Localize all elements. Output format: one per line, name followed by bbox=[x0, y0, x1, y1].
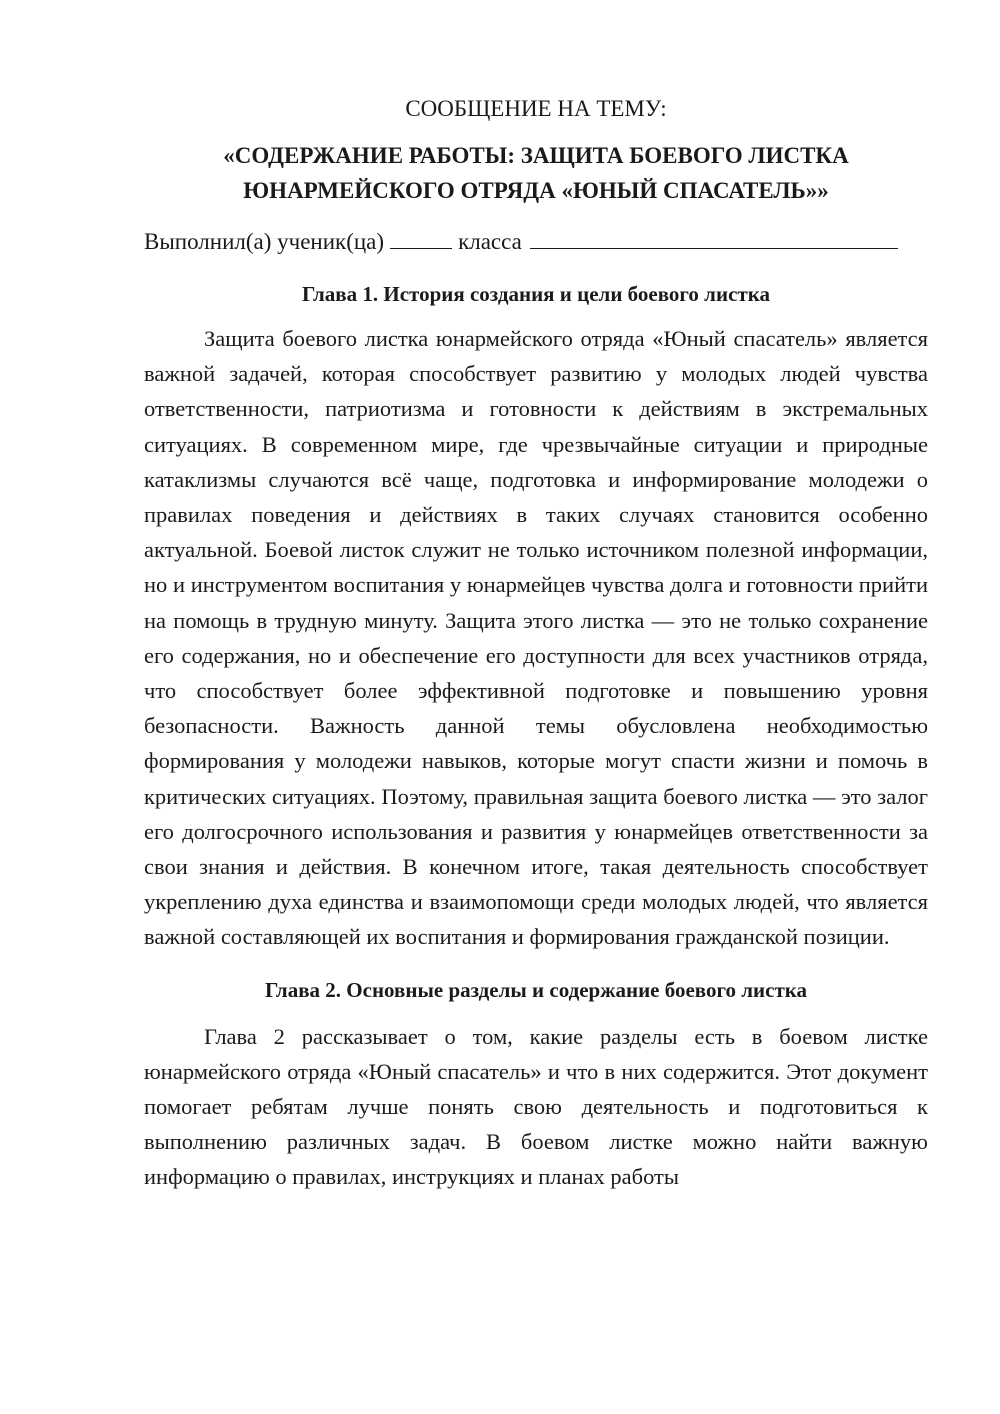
chapter-1-heading: Глава 1. История создания и цели боевого листка bbox=[302, 282, 770, 306]
author-line bbox=[144, 224, 928, 259]
document-title-line-2: ЮНАРМЕЙСКОГО ОТРЯДА «ЮНЫЙ СПАСАТЕЛЬ»» bbox=[243, 178, 829, 203]
student-name-blank bbox=[530, 224, 898, 249]
document-type-line: СООБЩЕНИЕ НА ТЕМУ: bbox=[405, 96, 667, 121]
class-number-blank bbox=[390, 224, 452, 249]
document-body bbox=[144, 92, 928, 1195]
author-prefix: Выполнил(а) ученик(ца) bbox=[144, 229, 385, 254]
chapter-1-paragraph: Защита боевого листка юнармейского отряда «Юный спасатель» является важной задачей, которая способствует развитию у молодых людей чувства ответственности, патриотизма и готовности к действиям в экстремальных ситуациях. В современном мире, где чрезвычайные ситуации и природные катаклизмы случаются всё чаще, подготовка и информирование молодежи о правилах поведения и действиях в таких случаях становится особенно актуальной. Боевой листок служит не только источником полезной информации, но и инструментом воспитания у юнармейцев чувства долга и готовности прийти на помощь в трудную минуту. Защита этого листка — это не только сохранение его содержания, но и обеспечение его доступности для всех участников отряда, что способствует более эффективной подготовке и повышению уровня безопасности. Важность данной темы обусловлена необходимостью формирования у молодежи навыков, которые могут спасти жизни и помочь в критических ситуациях. Поэтому, правильная защита боевого листка — это залог его долгосрочного использования и развития у юнармейцев ответственности за свои знания и действия. В конечном итоге, такая деятельность способствует укреплению духа единства и взаимопомощи среди молодых людей, что является важной составляющей их воспитания и формирования гражданской позиции. bbox=[144, 326, 928, 950]
document-title-line-1: «СОДЕРЖАНИЕ РАБОТЫ: ЗАЩИТА БОЕВОГО ЛИСТКА bbox=[223, 143, 849, 168]
chapter-2-paragraph: Глава 2 рассказывает о том, какие разделы есть в боевом листке юнармейского отряда «Юный спасатель» и что в них содержится. Этот документ помогает ребятам лучше понять свою деятельность и подготовиться к выполнению различных задач. В боевом листке можно найти важную информацию о правилах, инструкциях и планах работы bbox=[144, 1023, 928, 1190]
chapter-2-heading: Глава 2. Основные разделы и содержание боевого листка bbox=[264, 977, 808, 1002]
class-label: класса bbox=[458, 229, 522, 254]
document-title bbox=[144, 138, 928, 208]
